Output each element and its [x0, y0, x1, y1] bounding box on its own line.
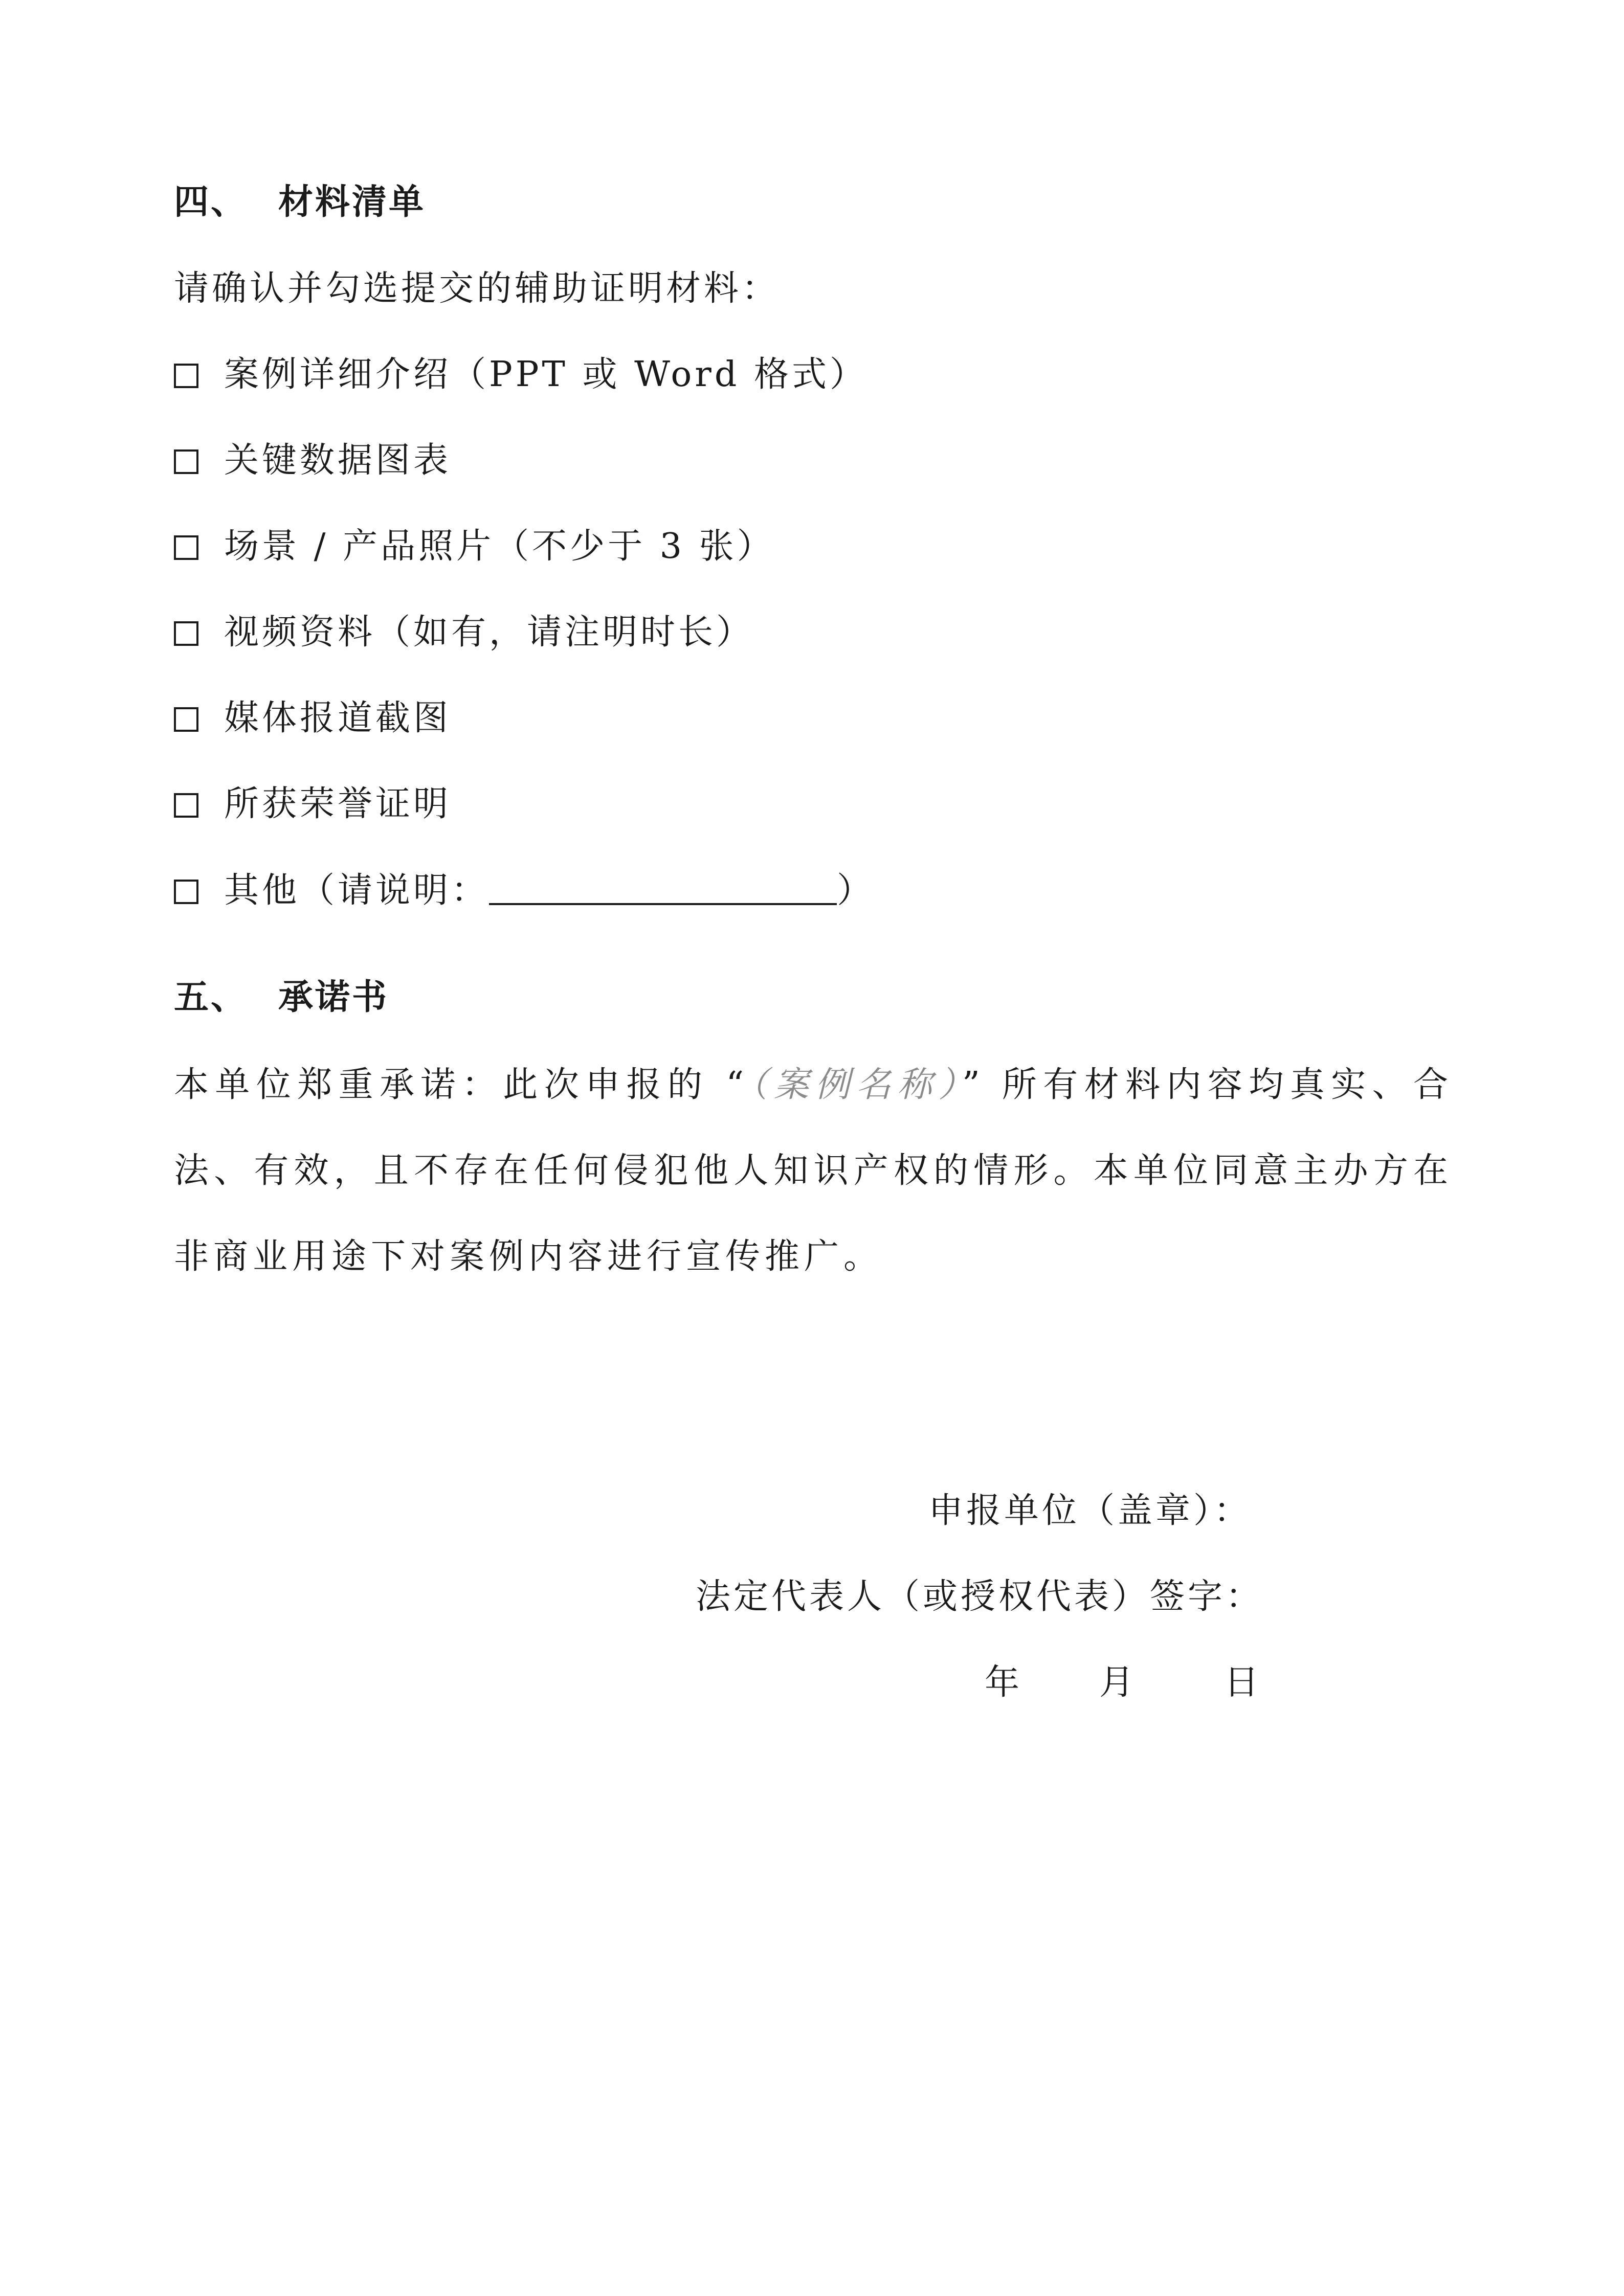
- section-4-title: 材料清单: [278, 182, 426, 222]
- checklist-item-label: 关键数据图表: [224, 440, 452, 481]
- representative-signature-label: 法定代表人（或授权代表）签字：: [696, 1577, 1264, 1617]
- checklist-item-label: 案例详细介绍（PPT 或 Word 格式）: [224, 354, 867, 395]
- section-5-number: 五、: [174, 977, 248, 1018]
- unit-seal-label: 申报单位（盖章）：: [928, 1491, 1252, 1531]
- signature-date: [985, 1660, 1262, 1706]
- commitment-text-after: ” 所有材料内容均真实、合法、有效，且不存在任何侵犯他人知识产权的情形。本单位同意主办方在非商业用途下对案例内容进行宣传推广。: [174, 1065, 1453, 1277]
- date-day-label: 日: [1224, 1662, 1262, 1703]
- checklist-item: [174, 438, 451, 484]
- checklist-item: [174, 352, 867, 398]
- case-name-placeholder: （案例名称）: [748, 1065, 963, 1105]
- date-month-label: 月: [1099, 1662, 1138, 1703]
- section-5-title: 承诺书: [278, 977, 389, 1018]
- commitment-paragraph: [174, 1042, 1453, 1300]
- other-suffix: ）: [837, 870, 875, 911]
- checklist-item-label: 媒体报道截图: [224, 698, 452, 738]
- commitment-text-before: 本单位郑重承诺：此次申报的 “: [174, 1065, 749, 1105]
- materials-instruction: 请确认并勾选提交的辅助证明材料：: [174, 268, 780, 309]
- checklist-item: [174, 524, 775, 570]
- checkbox[interactable]: [174, 535, 198, 560]
- checkbox[interactable]: [174, 707, 198, 732]
- checkbox[interactable]: [174, 449, 198, 474]
- checklist-item: [174, 781, 451, 827]
- checkbox[interactable]: [174, 880, 198, 904]
- checklist-item: [174, 610, 754, 656]
- checkbox[interactable]: [174, 364, 198, 388]
- other-prefix: 其他（请说明：: [224, 870, 490, 911]
- checkbox[interactable]: [174, 793, 198, 818]
- checklist-item-label: 场景 / 产品照片（不少于 3 张）: [224, 526, 775, 567]
- checklist-item-other: [174, 867, 875, 914]
- checklist-item-label: 视频资料（如有，请注明时长）: [224, 612, 754, 652]
- section-4-heading: [174, 179, 426, 225]
- section-5-heading: [174, 974, 389, 1020]
- checklist-item-label: 所获荣誉证明: [224, 784, 452, 824]
- checkbox[interactable]: [174, 621, 198, 646]
- checklist-item: [174, 695, 451, 741]
- date-year-label: 年: [985, 1662, 1023, 1703]
- section-4-number: 四、: [174, 182, 248, 222]
- other-fill-blank[interactable]: [489, 867, 837, 905]
